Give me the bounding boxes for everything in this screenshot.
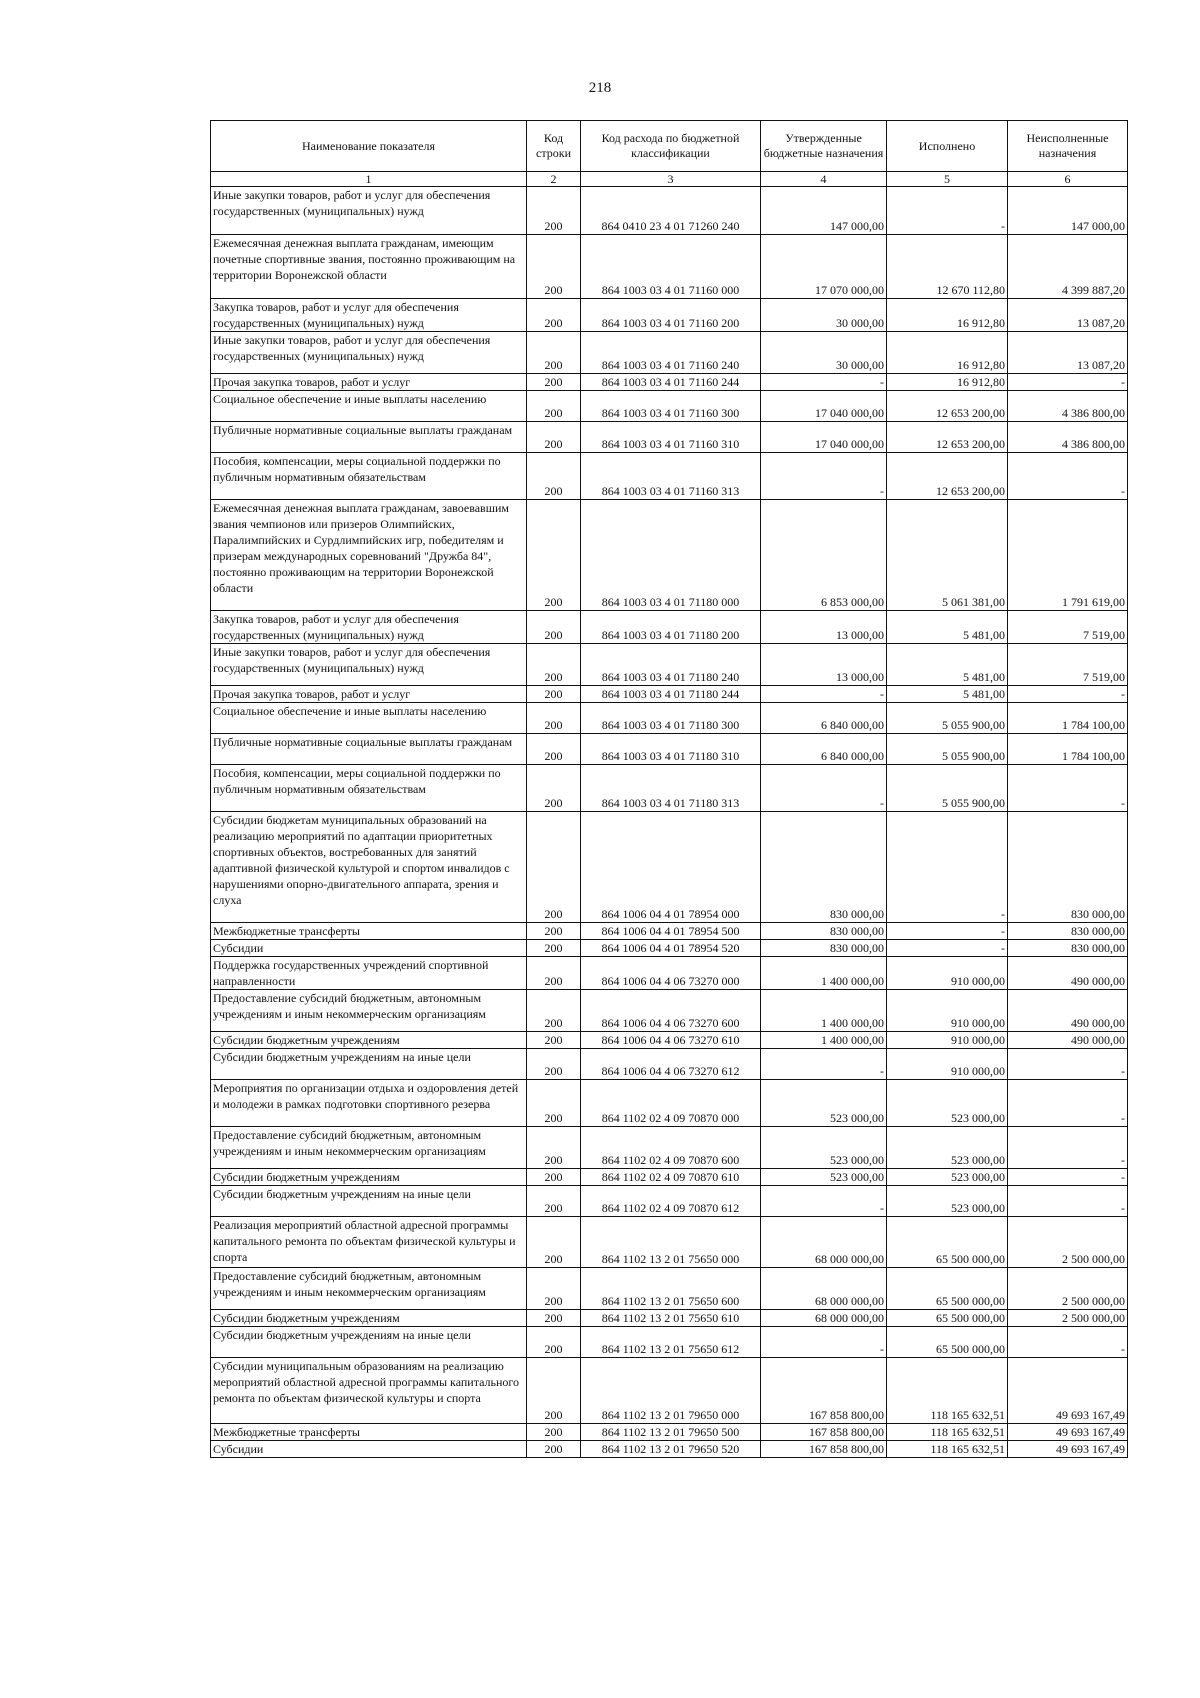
column-number-row — [211, 172, 1128, 187]
row-classification-cell: 864 1003 03 4 01 71180 244 — [581, 686, 761, 703]
table-row — [211, 1169, 1128, 1186]
row-code-cell: 200 — [527, 1424, 581, 1441]
row-name-cell: Прочая закупка товаров, работ и услуг — [211, 374, 527, 391]
row-approved-cell: - — [761, 765, 887, 812]
table-row — [211, 453, 1128, 500]
table-row — [211, 374, 1128, 391]
row-approved-cell: - — [761, 1049, 887, 1080]
row-code-cell: 200 — [527, 644, 581, 686]
table-row — [211, 644, 1128, 686]
row-approved-cell: 830 000,00 — [761, 940, 887, 957]
row-classification-cell: 864 1003 03 4 01 71180 310 — [581, 734, 761, 765]
row-code-cell: 200 — [527, 453, 581, 500]
row-classification-cell: 864 1003 03 4 01 71180 300 — [581, 703, 761, 734]
row-code-cell: 200 — [527, 1268, 581, 1310]
row-name-cell: Пособия, компенсации, меры социальной поддержки по публичным нормативным обязательствам — [211, 453, 527, 500]
row-unexecuted-cell: - — [1008, 1080, 1128, 1127]
row-executed-cell: 523 000,00 — [887, 1127, 1008, 1169]
row-executed-cell: 523 000,00 — [887, 1080, 1008, 1127]
row-executed-cell: 12 653 200,00 — [887, 391, 1008, 422]
row-classification-cell: 864 0410 23 4 01 71260 240 — [581, 187, 761, 235]
row-executed-cell: 118 165 632,51 — [887, 1358, 1008, 1424]
row-executed-cell: 5 061 381,00 — [887, 500, 1008, 611]
row-executed-cell: 65 500 000,00 — [887, 1268, 1008, 1310]
row-name-cell: Предоставление субсидий бюджетным, автономным учреждениям и иным некоммерческим организациям — [211, 1127, 527, 1169]
row-unexecuted-cell: 2 500 000,00 — [1008, 1310, 1128, 1327]
row-unexecuted-cell: 49 693 167,49 — [1008, 1441, 1128, 1458]
table-row — [211, 1080, 1128, 1127]
row-unexecuted-cell: 2 500 000,00 — [1008, 1217, 1128, 1268]
row-approved-cell: 30 000,00 — [761, 299, 887, 332]
row-unexecuted-cell: - — [1008, 374, 1128, 391]
row-code-cell: 200 — [527, 1169, 581, 1186]
row-classification-cell: 864 1006 04 4 06 73270 600 — [581, 990, 761, 1032]
table-row — [211, 391, 1128, 422]
row-name-cell: Межбюджетные трансферты — [211, 923, 527, 940]
row-classification-cell: 864 1006 04 4 01 78954 000 — [581, 812, 761, 923]
table-row — [211, 923, 1128, 940]
row-approved-cell: 6 853 000,00 — [761, 500, 887, 611]
row-classification-cell: 864 1003 03 4 01 71180 313 — [581, 765, 761, 812]
row-approved-cell: - — [761, 1327, 887, 1358]
row-classification-cell: 864 1003 03 4 01 71160 313 — [581, 453, 761, 500]
table-row — [211, 500, 1128, 611]
row-name-cell: Пособия, компенсации, меры социальной поддержки по публичным нормативным обязательствам — [211, 765, 527, 812]
table-row — [211, 734, 1128, 765]
row-classification-cell: 864 1006 04 4 06 73270 610 — [581, 1032, 761, 1049]
header-name: Наименование показателя — [211, 121, 527, 172]
row-code-cell: 200 — [527, 1186, 581, 1217]
row-code-cell: 200 — [527, 734, 581, 765]
row-approved-cell: - — [761, 374, 887, 391]
table-row — [211, 957, 1128, 990]
row-approved-cell: 30 000,00 — [761, 332, 887, 374]
row-approved-cell: 1 400 000,00 — [761, 957, 887, 990]
row-code-cell: 200 — [527, 703, 581, 734]
row-approved-cell: 6 840 000,00 — [761, 703, 887, 734]
row-unexecuted-cell: 1 791 619,00 — [1008, 500, 1128, 611]
table-row — [211, 812, 1128, 923]
row-code-cell: 200 — [527, 1441, 581, 1458]
row-unexecuted-cell: - — [1008, 1049, 1128, 1080]
row-code-cell: 200 — [527, 1127, 581, 1169]
row-name-cell: Мероприятия по организации отдыха и оздоровления детей и молодежи в рамках подготовки спортивного резерва — [211, 1080, 527, 1127]
row-classification-cell: 864 1003 03 4 01 71160 240 — [581, 332, 761, 374]
header-executed: Исполнено — [887, 121, 1008, 172]
page-number: 218 — [588, 80, 612, 96]
row-approved-cell: 68 000 000,00 — [761, 1310, 887, 1327]
row-name-cell: Прочая закупка товаров, работ и услуг — [211, 686, 527, 703]
row-name-cell: Межбюджетные трансферты — [211, 1424, 527, 1441]
row-unexecuted-cell: 490 000,00 — [1008, 957, 1128, 990]
row-code-cell: 200 — [527, 500, 581, 611]
table-row — [211, 1217, 1128, 1268]
row-name-cell: Предоставление субсидий бюджетным, автономным учреждениям и иным некоммерческим организациям — [211, 990, 527, 1032]
row-executed-cell: - — [887, 187, 1008, 235]
row-classification-cell: 864 1006 04 4 01 78954 500 — [581, 923, 761, 940]
row-approved-cell: 167 858 800,00 — [761, 1441, 887, 1458]
row-name-cell: Субсидии бюджетным учреждениям — [211, 1032, 527, 1049]
row-code-cell: 200 — [527, 1080, 581, 1127]
row-approved-cell: - — [761, 686, 887, 703]
row-name-cell: Субсидии — [211, 1441, 527, 1458]
table-row — [211, 1032, 1128, 1049]
row-name-cell: Социальное обеспечение и иные выплаты населению — [211, 391, 527, 422]
row-unexecuted-cell: 4 399 887,20 — [1008, 235, 1128, 299]
row-name-cell: Субсидии бюджетным учреждениям — [211, 1169, 527, 1186]
row-code-cell: 200 — [527, 1217, 581, 1268]
row-classification-cell: 864 1003 03 4 01 71180 240 — [581, 644, 761, 686]
row-unexecuted-cell: 830 000,00 — [1008, 940, 1128, 957]
row-unexecuted-cell: 4 386 800,00 — [1008, 422, 1128, 453]
row-code-cell: 200 — [527, 1310, 581, 1327]
column-number: 3 — [581, 172, 761, 187]
row-executed-cell: 12 653 200,00 — [887, 422, 1008, 453]
row-approved-cell: 68 000 000,00 — [761, 1268, 887, 1310]
row-approved-cell: 167 858 800,00 — [761, 1424, 887, 1441]
row-approved-cell: 1 400 000,00 — [761, 990, 887, 1032]
row-executed-cell: 65 500 000,00 — [887, 1217, 1008, 1268]
row-classification-cell: 864 1102 02 4 09 70870 000 — [581, 1080, 761, 1127]
row-unexecuted-cell: - — [1008, 1327, 1128, 1358]
row-unexecuted-cell: 49 693 167,49 — [1008, 1358, 1128, 1424]
row-executed-cell: 910 000,00 — [887, 1049, 1008, 1080]
row-code-cell: 200 — [527, 765, 581, 812]
row-code-cell: 200 — [527, 957, 581, 990]
row-name-cell: Публичные нормативные социальные выплаты гражданам — [211, 734, 527, 765]
row-name-cell: Субсидии бюджетам муниципальных образований на реализацию мероприятий по адаптации приоритетных спортивных объектов, востребованных для занятий адаптивной физической культурой и спортом инвалидов с нарушениями опорно-двигательного аппарата, зрения и слуха — [211, 812, 527, 923]
row-executed-cell: 910 000,00 — [887, 957, 1008, 990]
row-classification-cell: 864 1003 03 4 01 71160 200 — [581, 299, 761, 332]
column-number: 1 — [211, 172, 527, 187]
row-approved-cell: 13 000,00 — [761, 644, 887, 686]
row-approved-cell: 523 000,00 — [761, 1169, 887, 1186]
row-executed-cell: 5 481,00 — [887, 611, 1008, 644]
row-unexecuted-cell: 1 784 100,00 — [1008, 734, 1128, 765]
table-row — [211, 1049, 1128, 1080]
column-number: 5 — [887, 172, 1008, 187]
row-executed-cell: 12 653 200,00 — [887, 453, 1008, 500]
row-name-cell: Субсидии бюджетным учреждениям на иные цели — [211, 1327, 527, 1358]
row-classification-cell: 864 1003 03 4 01 71160 244 — [581, 374, 761, 391]
table-row — [211, 1186, 1128, 1217]
row-classification-cell: 864 1102 13 2 01 75650 612 — [581, 1327, 761, 1358]
row-approved-cell: 13 000,00 — [761, 611, 887, 644]
row-approved-cell: 1 400 000,00 — [761, 1032, 887, 1049]
table-row — [211, 1327, 1128, 1358]
row-code-cell: 200 — [527, 1358, 581, 1424]
row-name-cell: Субсидии муниципальным образованиям на реализацию мероприятий областной адресной программы капитального ремонта по объектам физической культуры и спорта — [211, 1358, 527, 1424]
row-classification-cell: 864 1102 13 2 01 79650 500 — [581, 1424, 761, 1441]
column-number: 6 — [1008, 172, 1128, 187]
row-approved-cell: 6 840 000,00 — [761, 734, 887, 765]
row-unexecuted-cell: - — [1008, 453, 1128, 500]
row-name-cell: Ежемесячная денежная выплата гражданам, имеющим почетные спортивные звания, постоянно проживающим на территории Воронежской области — [211, 235, 527, 299]
row-approved-cell: 523 000,00 — [761, 1080, 887, 1127]
row-unexecuted-cell: - — [1008, 1186, 1128, 1217]
table-row — [211, 611, 1128, 644]
row-unexecuted-cell: 490 000,00 — [1008, 990, 1128, 1032]
row-classification-cell: 864 1006 04 4 06 73270 612 — [581, 1049, 761, 1080]
row-approved-cell: 17 070 000,00 — [761, 235, 887, 299]
row-unexecuted-cell: 147 000,00 — [1008, 187, 1128, 235]
row-unexecuted-cell: - — [1008, 1169, 1128, 1186]
row-classification-cell: 864 1006 04 4 06 73270 000 — [581, 957, 761, 990]
row-classification-cell: 864 1102 13 2 01 79650 520 — [581, 1441, 761, 1458]
table-body — [211, 187, 1128, 1458]
header-code: Код строки — [527, 121, 581, 172]
row-code-cell: 200 — [527, 686, 581, 703]
row-code-cell: 200 — [527, 940, 581, 957]
row-executed-cell: 5 055 900,00 — [887, 703, 1008, 734]
row-code-cell: 200 — [527, 990, 581, 1032]
row-code-cell: 200 — [527, 812, 581, 923]
row-classification-cell: 864 1102 13 2 01 75650 610 — [581, 1310, 761, 1327]
row-classification-cell: 864 1003 03 4 01 71160 310 — [581, 422, 761, 453]
row-classification-cell: 864 1102 02 4 09 70870 600 — [581, 1127, 761, 1169]
row-executed-cell: 910 000,00 — [887, 1032, 1008, 1049]
row-classification-cell: 864 1006 04 4 01 78954 520 — [581, 940, 761, 957]
row-executed-cell: - — [887, 940, 1008, 957]
row-executed-cell: - — [887, 812, 1008, 923]
row-unexecuted-cell: - — [1008, 686, 1128, 703]
row-code-cell: 200 — [527, 187, 581, 235]
row-unexecuted-cell: 13 087,20 — [1008, 332, 1128, 374]
row-executed-cell: 12 670 112,80 — [887, 235, 1008, 299]
row-classification-cell: 864 1102 02 4 09 70870 612 — [581, 1186, 761, 1217]
row-code-cell: 200 — [527, 374, 581, 391]
row-unexecuted-cell: 830 000,00 — [1008, 812, 1128, 923]
table-row — [211, 1424, 1128, 1441]
row-name-cell: Социальное обеспечение и иные выплаты населению — [211, 703, 527, 734]
row-name-cell: Закупка товаров, работ и услуг для обеспечения государственных (муниципальных) нужд — [211, 611, 527, 644]
header-classification: Код расхода по бюджетной классификации — [581, 121, 761, 172]
row-unexecuted-cell: 49 693 167,49 — [1008, 1424, 1128, 1441]
table-row — [211, 332, 1128, 374]
row-classification-cell: 864 1102 02 4 09 70870 610 — [581, 1169, 761, 1186]
row-executed-cell: 16 912,80 — [887, 332, 1008, 374]
row-name-cell: Субсидии бюджетным учреждениям на иные цели — [211, 1186, 527, 1217]
table-row — [211, 703, 1128, 734]
row-executed-cell: 5 055 900,00 — [887, 765, 1008, 812]
row-executed-cell: 118 165 632,51 — [887, 1424, 1008, 1441]
row-unexecuted-cell: 2 500 000,00 — [1008, 1268, 1128, 1310]
row-unexecuted-cell: 13 087,20 — [1008, 299, 1128, 332]
row-approved-cell: 147 000,00 — [761, 187, 887, 235]
row-approved-cell: 17 040 000,00 — [761, 422, 887, 453]
row-code-cell: 200 — [527, 1327, 581, 1358]
row-classification-cell: 864 1102 13 2 01 79650 000 — [581, 1358, 761, 1424]
row-name-cell: Публичные нормативные социальные выплаты гражданам — [211, 422, 527, 453]
row-approved-cell: 17 040 000,00 — [761, 391, 887, 422]
table-row — [211, 1268, 1128, 1310]
column-number: 4 — [761, 172, 887, 187]
row-approved-cell: 68 000 000,00 — [761, 1217, 887, 1268]
row-code-cell: 200 — [527, 422, 581, 453]
row-unexecuted-cell: 7 519,00 — [1008, 644, 1128, 686]
row-code-cell: 200 — [527, 923, 581, 940]
row-approved-cell: 167 858 800,00 — [761, 1358, 887, 1424]
row-code-cell: 200 — [527, 1049, 581, 1080]
table-row — [211, 990, 1128, 1032]
row-executed-cell: 118 165 632,51 — [887, 1441, 1008, 1458]
row-name-cell: Иные закупки товаров, работ и услуг для обеспечения государственных (муниципальных) нужд — [211, 332, 527, 374]
column-number: 2 — [527, 172, 581, 187]
table-row — [211, 187, 1128, 235]
row-name-cell: Иные закупки товаров, работ и услуг для обеспечения государственных (муниципальных) нужд — [211, 187, 527, 235]
row-classification-cell: 864 1102 13 2 01 75650 600 — [581, 1268, 761, 1310]
table-row — [211, 765, 1128, 812]
row-classification-cell: 864 1003 03 4 01 71160 000 — [581, 235, 761, 299]
row-code-cell: 200 — [527, 332, 581, 374]
row-code-cell: 200 — [527, 391, 581, 422]
row-unexecuted-cell: - — [1008, 1127, 1128, 1169]
row-executed-cell: 5 055 900,00 — [887, 734, 1008, 765]
row-executed-cell: 5 481,00 — [887, 644, 1008, 686]
row-executed-cell: - — [887, 923, 1008, 940]
row-code-cell: 200 — [527, 235, 581, 299]
row-approved-cell: 830 000,00 — [761, 812, 887, 923]
table-row — [211, 1127, 1128, 1169]
row-executed-cell: 910 000,00 — [887, 990, 1008, 1032]
row-unexecuted-cell: 7 519,00 — [1008, 611, 1128, 644]
row-approved-cell: 830 000,00 — [761, 923, 887, 940]
row-unexecuted-cell: 1 784 100,00 — [1008, 703, 1128, 734]
row-name-cell: Субсидии бюджетным учреждениям на иные цели — [211, 1049, 527, 1080]
row-executed-cell: 5 481,00 — [887, 686, 1008, 703]
row-code-cell: 200 — [527, 611, 581, 644]
table-row — [211, 1441, 1128, 1458]
row-name-cell: Закупка товаров, работ и услуг для обеспечения государственных (муниципальных) нужд — [211, 299, 527, 332]
row-executed-cell: 16 912,80 — [887, 299, 1008, 332]
row-unexecuted-cell: 490 000,00 — [1008, 1032, 1128, 1049]
row-executed-cell: 65 500 000,00 — [887, 1310, 1008, 1327]
table-row — [211, 235, 1128, 299]
row-unexecuted-cell: 4 386 800,00 — [1008, 391, 1128, 422]
row-executed-cell: 523 000,00 — [887, 1169, 1008, 1186]
row-executed-cell: 523 000,00 — [887, 1186, 1008, 1217]
row-name-cell: Ежемесячная денежная выплата гражданам, завоевавшим звания чемпионов или призеров Олимпийских, Паралимпийских и Сурдлимпийских игр, победителям и призерам международных соревнований "Дружба 84", постоянно проживающим на территории Воронежской области — [211, 500, 527, 611]
row-name-cell: Субсидии — [211, 940, 527, 957]
row-name-cell: Иные закупки товаров, работ и услуг для обеспечения государственных (муниципальных) нужд — [211, 644, 527, 686]
row-classification-cell: 864 1102 13 2 01 75650 000 — [581, 1217, 761, 1268]
table-row — [211, 1358, 1128, 1424]
row-classification-cell: 864 1003 03 4 01 71180 200 — [581, 611, 761, 644]
row-approved-cell: - — [761, 453, 887, 500]
row-unexecuted-cell: 830 000,00 — [1008, 923, 1128, 940]
table-row — [211, 422, 1128, 453]
row-classification-cell: 864 1003 03 4 01 71180 000 — [581, 500, 761, 611]
row-name-cell: Поддержка государственных учреждений спортивной направленности — [211, 957, 527, 990]
table-row — [211, 686, 1128, 703]
row-code-cell: 200 — [527, 299, 581, 332]
row-executed-cell: 65 500 000,00 — [887, 1327, 1008, 1358]
row-code-cell: 200 — [527, 1032, 581, 1049]
budget-execution-table — [210, 120, 1128, 1458]
header-approved: Утвержденные бюджетные назначения — [761, 121, 887, 172]
row-unexecuted-cell: - — [1008, 765, 1128, 812]
header-unexecuted: Неисполненные назначения — [1008, 121, 1128, 172]
table-row — [211, 940, 1128, 957]
row-name-cell: Предоставление субсидий бюджетным, автономным учреждениям и иным некоммерческим организациям — [211, 1268, 527, 1310]
row-approved-cell: 523 000,00 — [761, 1127, 887, 1169]
table-row — [211, 299, 1128, 332]
row-name-cell: Реализация мероприятий областной адресной программы капитального ремонта по объектам физической культуры и спорта — [211, 1217, 527, 1268]
row-classification-cell: 864 1003 03 4 01 71160 300 — [581, 391, 761, 422]
table-row — [211, 1310, 1128, 1327]
row-name-cell: Субсидии бюджетным учреждениям — [211, 1310, 527, 1327]
table-header-row — [211, 121, 1128, 172]
row-executed-cell: 16 912,80 — [887, 374, 1008, 391]
row-approved-cell: - — [761, 1186, 887, 1217]
